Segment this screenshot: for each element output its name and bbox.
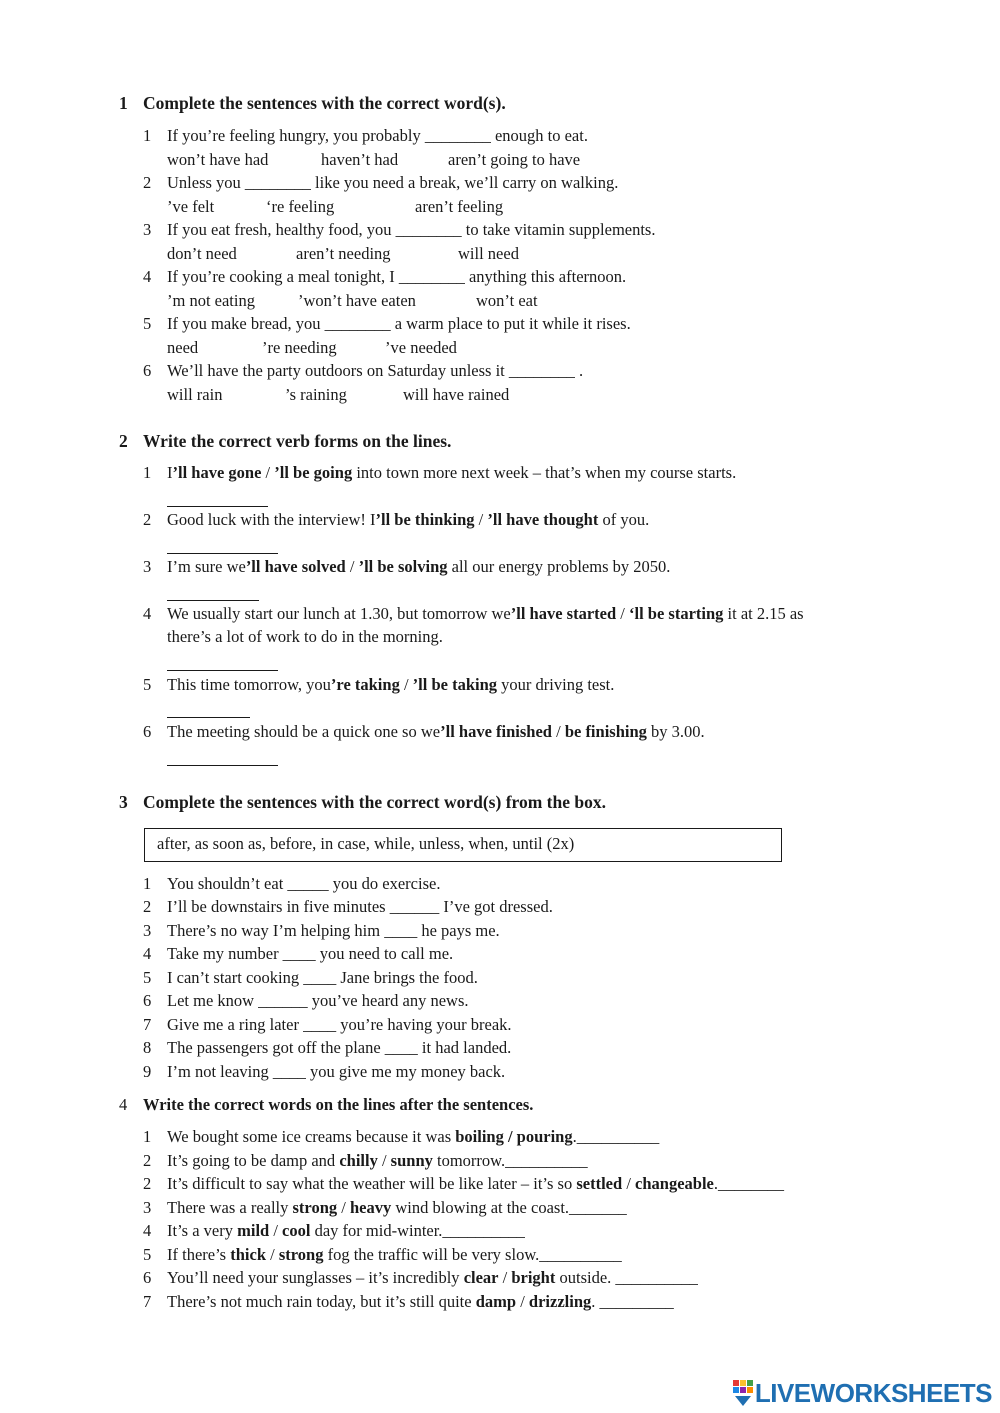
section-4-sentence: It’s difficult to say what the weather will be like later – it’s so settled / changeable.________ bbox=[167, 1174, 784, 1193]
section-4-number: 4 bbox=[119, 1095, 128, 1114]
option[interactable]: won’t eat bbox=[476, 291, 538, 310]
option-a[interactable]: strong bbox=[292, 1198, 338, 1217]
section-2-sentence: Good luck with the interview! I’ll be thinking / ’ll have thought of you. bbox=[167, 510, 650, 529]
option-b[interactable]: bright bbox=[511, 1268, 556, 1287]
section-1-item-number: 1 bbox=[143, 126, 152, 145]
option[interactable]: will rain bbox=[167, 385, 223, 404]
section-3-number: 3 bbox=[119, 792, 128, 812]
section-2-title: Write the correct verb forms on the lines. bbox=[143, 431, 452, 451]
section-3-item-number: 5 bbox=[143, 968, 152, 987]
option-b[interactable]: changeable bbox=[635, 1174, 714, 1193]
option-a[interactable]: ’ll have solved bbox=[245, 557, 346, 576]
section-3-title: Complete the sentences with the correct word(s) from the box. bbox=[143, 792, 606, 812]
section-2-number: 2 bbox=[119, 431, 128, 451]
option-a[interactable]: boiling / pouring bbox=[455, 1127, 573, 1146]
option-a[interactable]: chilly bbox=[339, 1151, 378, 1170]
option[interactable]: will have rained bbox=[403, 385, 510, 404]
answer-line[interactable] bbox=[167, 765, 278, 766]
option[interactable]: ’m not eating bbox=[167, 291, 255, 310]
section-3-item-number: 4 bbox=[143, 944, 152, 963]
section-3-sentence: You shouldn’t eat _____ you do exercise. bbox=[167, 874, 441, 893]
option-a[interactable]: settled bbox=[576, 1174, 623, 1193]
section-2-item-number: 4 bbox=[143, 604, 152, 623]
liveworksheets-text: LIVEWORKSHEETS bbox=[754, 1377, 992, 1408]
section-2-item-number: 1 bbox=[143, 463, 152, 482]
option[interactable]: ’ve felt bbox=[167, 197, 215, 216]
section-2-sentence: I’ll have gone / ’ll be going into town more next week – that’s when my course starts. bbox=[167, 463, 737, 482]
section-1-sentence: If you eat fresh, healthy food, you ________ to take vitamin supplements. bbox=[167, 220, 656, 239]
option[interactable]: don’t need bbox=[167, 244, 237, 263]
option-b[interactable]: strong bbox=[278, 1245, 324, 1264]
word-box-text: after, as soon as, before, in case, while, unless, when, until (2x) bbox=[157, 834, 575, 853]
section-1-sentence: If you’re feeling hungry, you probably ________ enough to eat. bbox=[167, 126, 588, 145]
section-2-sentence: I’m sure we’ll have solved / ’ll be solving all our energy problems by 2050. bbox=[167, 557, 671, 576]
option-b[interactable]: ’ll be going bbox=[274, 463, 353, 482]
option-a[interactable]: ’ll be thinking bbox=[375, 510, 475, 529]
option[interactable]: ’s raining bbox=[285, 385, 347, 404]
section-1-item-number: 5 bbox=[143, 314, 152, 333]
section-1-item-number: 6 bbox=[143, 361, 152, 380]
option-b[interactable]: ’ll be taking bbox=[412, 675, 498, 694]
section-3-item-number: 2 bbox=[143, 897, 152, 916]
section-1-sentence: Unless you ________ like you need a break, we’ll carry on walking. bbox=[167, 173, 619, 192]
section-3-item-number: 7 bbox=[143, 1015, 152, 1034]
section-4-item-number: 3 bbox=[143, 1198, 152, 1217]
section-1-item-number: 4 bbox=[143, 267, 152, 286]
section-2-sentence: This time tomorrow, you’re taking / ’ll be taking your driving test. bbox=[167, 675, 615, 694]
section-4-item-number: 2 bbox=[143, 1151, 152, 1170]
option-a[interactable]: clear bbox=[463, 1268, 499, 1287]
section-4-sentence: There was a really strong / heavy wind blowing at the coast._______ bbox=[167, 1198, 627, 1217]
option-a[interactable]: ’ll have started bbox=[510, 604, 617, 623]
section-4-item-number: 6 bbox=[143, 1268, 152, 1287]
section-1-number: 1 bbox=[119, 93, 128, 113]
liveworksheets-logo[interactable] bbox=[733, 1379, 992, 1407]
section-2-sentence: We usually start our lunch at 1.30, but tomorrow we’ll have started / ‘ll be starting it at 2.15 as bbox=[167, 604, 804, 623]
option-a[interactable]: damp bbox=[475, 1292, 517, 1311]
answer-line[interactable] bbox=[167, 506, 268, 507]
option-b[interactable]: ’ll have thought bbox=[487, 510, 599, 529]
section-1-item-number: 2 bbox=[143, 173, 152, 192]
section-3-sentence: There’s no way I’m helping him ____ he pays me. bbox=[167, 921, 500, 940]
section-2-item-number: 6 bbox=[143, 722, 152, 741]
option-a[interactable]: thick bbox=[230, 1245, 266, 1264]
section-1-sentence: If you’re cooking a meal tonight, I ________ anything this afternoon. bbox=[167, 267, 627, 286]
section-4-sentence: We bought some ice creams because it was boiling / pouring.__________ bbox=[167, 1127, 660, 1146]
section-3-sentence: I’m not leaving ____ you give me my money back. bbox=[167, 1062, 506, 1081]
option[interactable]: will need bbox=[458, 244, 519, 263]
option-b[interactable]: sunny bbox=[390, 1151, 433, 1170]
option-a[interactable]: mild bbox=[237, 1221, 270, 1240]
option[interactable]: ’ve needed bbox=[385, 338, 457, 357]
option-b[interactable]: drizzling bbox=[528, 1292, 592, 1311]
section-2-item-number: 3 bbox=[143, 557, 152, 576]
section-4-item-number: 7 bbox=[143, 1292, 152, 1311]
option[interactable]: aren’t feeling bbox=[415, 197, 504, 216]
section-1-title: Complete the sentences with the correct word(s). bbox=[143, 93, 506, 113]
option-b[interactable]: cool bbox=[282, 1221, 311, 1240]
option-a[interactable]: ’re taking bbox=[330, 675, 400, 694]
section-3-sentence: Let me know ______ you’ve heard any news. bbox=[167, 991, 469, 1010]
section-2-item-number: 2 bbox=[143, 510, 152, 529]
section-4-sentence: It’s a very mild / cool day for mid-winter.__________ bbox=[167, 1221, 525, 1240]
section-4-sentence: If there’s thick / strong fog the traffic will be very slow.__________ bbox=[167, 1245, 622, 1264]
answer-line[interactable] bbox=[167, 600, 259, 601]
section-2-sentence: The meeting should be a quick one so we’ll have finished / be finishing by 3.00. bbox=[167, 722, 705, 741]
section-3-sentence: Give me a ring later ____ you’re having your break. bbox=[167, 1015, 512, 1034]
option[interactable]: won’t have had bbox=[167, 150, 269, 169]
section-2-sentence-continued: there’s a lot of work to do in the morning. bbox=[167, 627, 443, 646]
option-a[interactable]: ’ll have gone bbox=[172, 463, 262, 482]
section-4-item-number: 2 bbox=[143, 1174, 152, 1193]
option-b[interactable]: ’ll be solving bbox=[358, 557, 448, 576]
section-4-item-number: 1 bbox=[143, 1127, 152, 1146]
option[interactable]: aren’t needing bbox=[296, 244, 391, 263]
answer-line[interactable] bbox=[167, 553, 278, 554]
section-3-sentence: Take my number ____ you need to call me. bbox=[167, 944, 454, 963]
option-b[interactable]: be finishing bbox=[564, 722, 647, 741]
section-3-sentence: I can’t start cooking ____ Jane brings the food. bbox=[167, 968, 478, 987]
option-b[interactable]: heavy bbox=[349, 1198, 392, 1217]
option[interactable]: ’won’t have eaten bbox=[298, 291, 416, 310]
option-b[interactable]: ‘ll be starting bbox=[628, 604, 724, 623]
option[interactable]: ’re needing bbox=[262, 338, 337, 357]
section-1-sentence: We’ll have the party outdoors on Saturday unless it ________ . bbox=[167, 361, 584, 380]
section-3-sentence: I’ll be downstairs in five minutes ______ I’ve got dressed. bbox=[167, 897, 553, 916]
answer-line[interactable] bbox=[167, 670, 278, 671]
section-1-item-number: 3 bbox=[143, 220, 152, 239]
option[interactable]: haven’t had bbox=[321, 150, 399, 169]
section-4-title: Write the correct words on the lines after the sentences. bbox=[143, 1095, 534, 1114]
section-2-item-number: 5 bbox=[143, 675, 152, 694]
option[interactable]: ‘re feeling bbox=[266, 197, 335, 216]
section-4-item-number: 5 bbox=[143, 1245, 152, 1264]
section-3-item-number: 8 bbox=[143, 1038, 152, 1057]
section-4-item-number: 4 bbox=[143, 1221, 152, 1240]
section-3-item-number: 3 bbox=[143, 921, 152, 940]
section-4-sentence: You’ll need your sunglasses – it’s incredibly clear / bright outside. __________ bbox=[167, 1268, 698, 1287]
option-a[interactable]: ’ll have finished bbox=[440, 722, 552, 741]
section-4-sentence: There’s not much rain today, but it’s still quite damp / drizzling. _________ bbox=[167, 1292, 674, 1311]
section-4-sentence: It’s going to be damp and chilly / sunny tomorrow.__________ bbox=[167, 1151, 588, 1170]
section-3-item-number: 9 bbox=[143, 1062, 152, 1081]
option[interactable]: aren’t going to have bbox=[448, 150, 581, 169]
option[interactable]: need bbox=[167, 338, 199, 357]
answer-line[interactable] bbox=[167, 717, 250, 718]
section-3-item-number: 6 bbox=[143, 991, 152, 1010]
section-3-item-number: 1 bbox=[143, 874, 152, 893]
section-1-sentence: If you make bread, you ________ a warm place to put it while it rises. bbox=[167, 314, 631, 333]
liveworksheets-mark-icon bbox=[733, 1380, 753, 1406]
section-3-sentence: The passengers got off the plane ____ it had landed. bbox=[167, 1038, 512, 1057]
